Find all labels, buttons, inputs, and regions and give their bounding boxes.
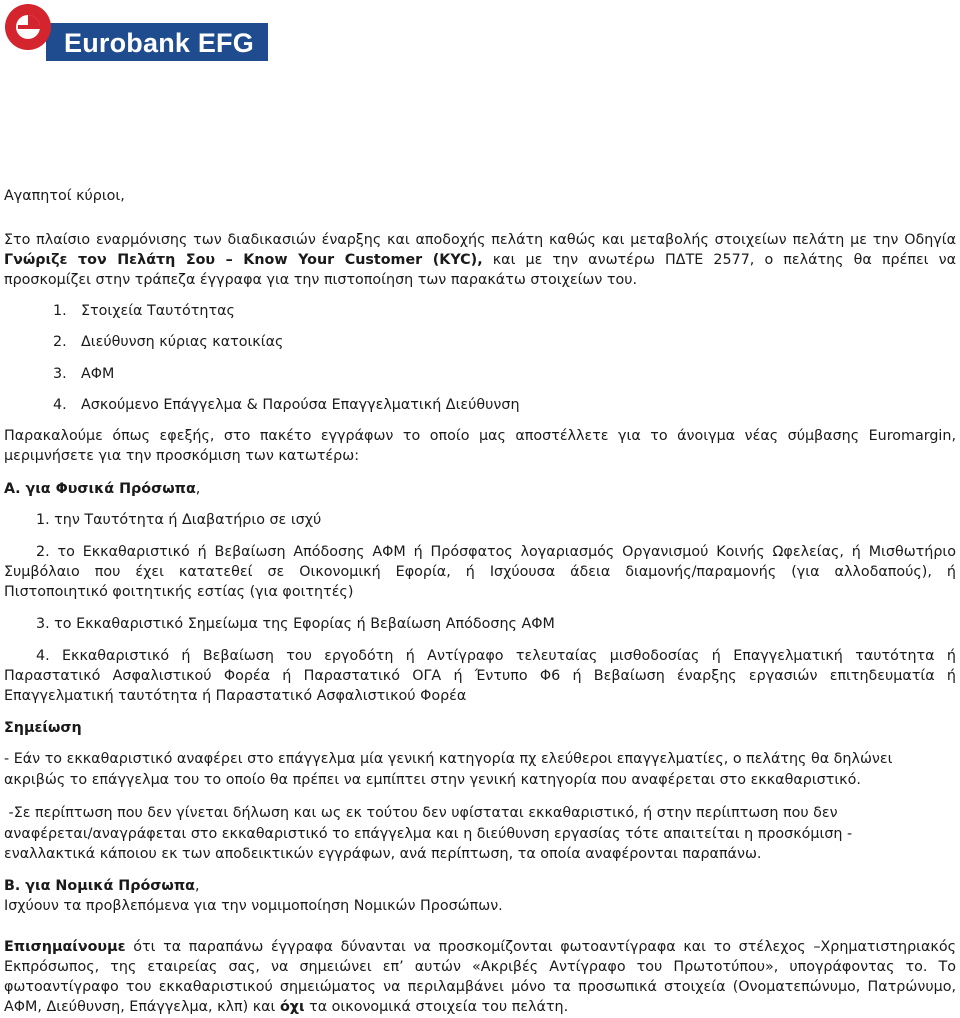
section-b-heading	[4, 876, 956, 896]
note-para-2-line-1: -Σε περίπτωση που δεν γίνεται δήλωση και ως εκ τούτου δεν υφίσταται εκκαθαριστικό, ή στην περίιπτωση που δεν	[4, 805, 838, 821]
section-a-item-4-line-1	[4, 646, 956, 666]
closing-line-2: Εκπρόσωπος, της εταιρείας σας, να σημειώνει επ’ αυτών «Ακριβές Αντίγραφο του Πρωτοτύπου», υπογράφοντας το. Το	[4, 959, 956, 975]
kyc-bold: Γνώριζε τον Πελάτη Σου – Know Your Customer (KYC),	[4, 252, 483, 268]
list-item-number: 4.	[53, 397, 67, 413]
section-a-item-3: 3. το Εκκαθαριστικό Σημείωμα της Εφορίας ή Βεβαίωση Απόδοσης ΑΦΜ	[36, 616, 555, 632]
note-para-2-line-2: αναφέρεται/αναγράφεται στο εκκαθαριστικό το επάγγελμα και η διεύθυνση εργασίας τότε απαιτείται η προσκόμιση -	[4, 826, 853, 842]
intro-line-2-text: και με την ανωτέρω ΠΔΤΕ 2577, ο πελάτης θα πρέπει να	[492, 252, 957, 268]
section-a-heading	[4, 479, 956, 499]
intro-line-1: Στο πλαίσιο εναρμόνισης των διαδικασιών έναρξης και αποδοχής πελάτη καθώς και μεταβολής στοιχείων πελάτη με την Οδηγία	[4, 232, 956, 248]
section-a-item-2-line-2: Συμβόλαιο που έχει κατατεθεί σε Οικονομική Εφορία, ή Ισχύουσα άδεια διαμονής/παραμονής (για αλλοδαπούς), ή	[4, 564, 956, 580]
section-b-text: Ισχύουν τα προβλεπόμενα για την νομιμοποίηση Νομικών Προσώπων.	[4, 898, 503, 914]
request-line-1: Παρακαλούμε όπως εφεξής, στο πακέτο εγγράφων το οποίο μας αποστέλλετε για το άνοιγμα νέας σύμβασης Euromargin,	[4, 428, 956, 444]
list-item	[53, 332, 283, 352]
section-a-item-4-text: 4. Εκκαθαριστικό ή Βεβαίωση του εργοδότη ή Αντίγραφο τελευταίας μισθοδοσίας ή Επαγγελματική ταυτότητα ή	[36, 648, 956, 664]
list-item	[53, 395, 520, 415]
closing-line-1	[4, 937, 956, 957]
section-a-item-1: 1. την Ταυτότητα ή Διαβατήριο σε ισχύ	[36, 512, 322, 528]
list-item	[53, 364, 114, 384]
section-a-item-2-line-1	[4, 542, 956, 562]
intro-line-3: προσκομίζει στην τράπεζα έγγραφα για την πιστοποίηση των παρακάτω στοιχείων του.	[4, 272, 638, 288]
section-a-item-4-line-2: Παραστατικό Ασφαλιστικού Φορέα ή Παραστατικό ΟΓΑ ή Έντυπο Φ6 ή Βεβαίωση έναρξης εργασιών επιτηδευματία ή	[4, 668, 956, 684]
section-a-title: Φυσικά Πρόσωπα	[55, 481, 196, 497]
note-heading: Σημείωση	[4, 720, 82, 736]
list-item-text: Στοιχεία Ταυτότητας	[81, 303, 235, 319]
list-item-number: 2.	[53, 334, 67, 350]
list-item-text: Διεύθυνση κύριας κατοικίας	[81, 334, 284, 350]
section-b-title: Νομικά Πρόσωπα	[55, 878, 195, 894]
list-item-number: 3.	[53, 366, 67, 382]
section-a-item-2-text: 2. το Εκκαθαριστικό ή Βεβαίωση Απόδοσης ΑΦΜ ή Πρόσφατος λογαριασμός Οργανισμού Κοινής Ωφελείας, ή Μισθωτήριο	[36, 544, 956, 560]
section-b-prefix: Β. για	[4, 878, 51, 894]
section-a-suffix: ,	[195, 481, 201, 497]
list-item-text: Ασκούμενο Επάγγελμα & Παρούσα Επαγγελματική Διεύθυνση	[81, 397, 520, 413]
note-para-1-line-2: ακριβώς το επάγγελμα του το οποίο θα πρέπει να εμπίπτει στην γενική κατηγορία που αναφέρεται στο εκκαθαριστικό.	[4, 772, 861, 788]
section-a-item-4-line-3: Επαγγελματική ταυτότητα ή Παραστατικό Ασφαλιστικού Φορέα	[4, 688, 467, 704]
list-item	[53, 301, 235, 321]
intro-line-2	[4, 250, 956, 270]
request-line-2: μεριμνήσετε για την προσκόμιση των κατωτέρω:	[4, 448, 360, 464]
closing-bold: Επισημαίνουμε	[4, 939, 126, 955]
brand-logo	[4, 3, 274, 63]
closing-line-4	[4, 997, 956, 1017]
closing-line-3: φωτοαντίγραφο του εκκαθαριστικού σημειώματος να περιλαμβάνει μόνο τα προσωπικά στοιχεία (Ονοματεπώνυμο, Πατρώνυμο,	[4, 979, 956, 995]
closing-line-4-text: ΑΦΜ, Διεύθυνση, Επάγγελμα, κλπ) και	[4, 999, 276, 1015]
note-para-2-line-3: εναλλακτικά κάποιου εκ των αποδεικτικών εγγράφων, ανά περίπτωση, τα οποία αναφέρονται παραπάνω.	[4, 846, 762, 862]
closing-line-1-text: ότι τα παραπάνω έγγραφα δύνανται να προσκομίζονται φωτοαντίγραφα και το στέλεχος –Χρηματιστηριακός	[133, 939, 956, 955]
section-a-prefix: Α. για	[4, 481, 51, 497]
section-b-suffix: ,	[194, 878, 200, 894]
list-item-number: 1.	[53, 303, 67, 319]
closing-not-bold: όχι	[279, 999, 305, 1015]
note-para-1-line-1: - Εάν το εκκαθαριστικό αναφέρει στο επάγγελμα μία γενική κατηγορία πχ ελεύθεροι επαγγελματίες, ο πελάτης θα δηλώνει	[4, 751, 893, 767]
brand-name: Eurobank EFG	[64, 28, 254, 58]
section-a-item-2-line-3: Πιστοποιητικό φοιτητικής εστίας (για φοιτητές)	[4, 584, 354, 600]
list-item-text: ΑΦΜ	[81, 366, 115, 382]
greeting: Αγαπητοί κύριοι,	[4, 188, 125, 204]
closing-line-4-end: τα οικονομικά στοιχεία του πελάτη.	[309, 999, 569, 1015]
